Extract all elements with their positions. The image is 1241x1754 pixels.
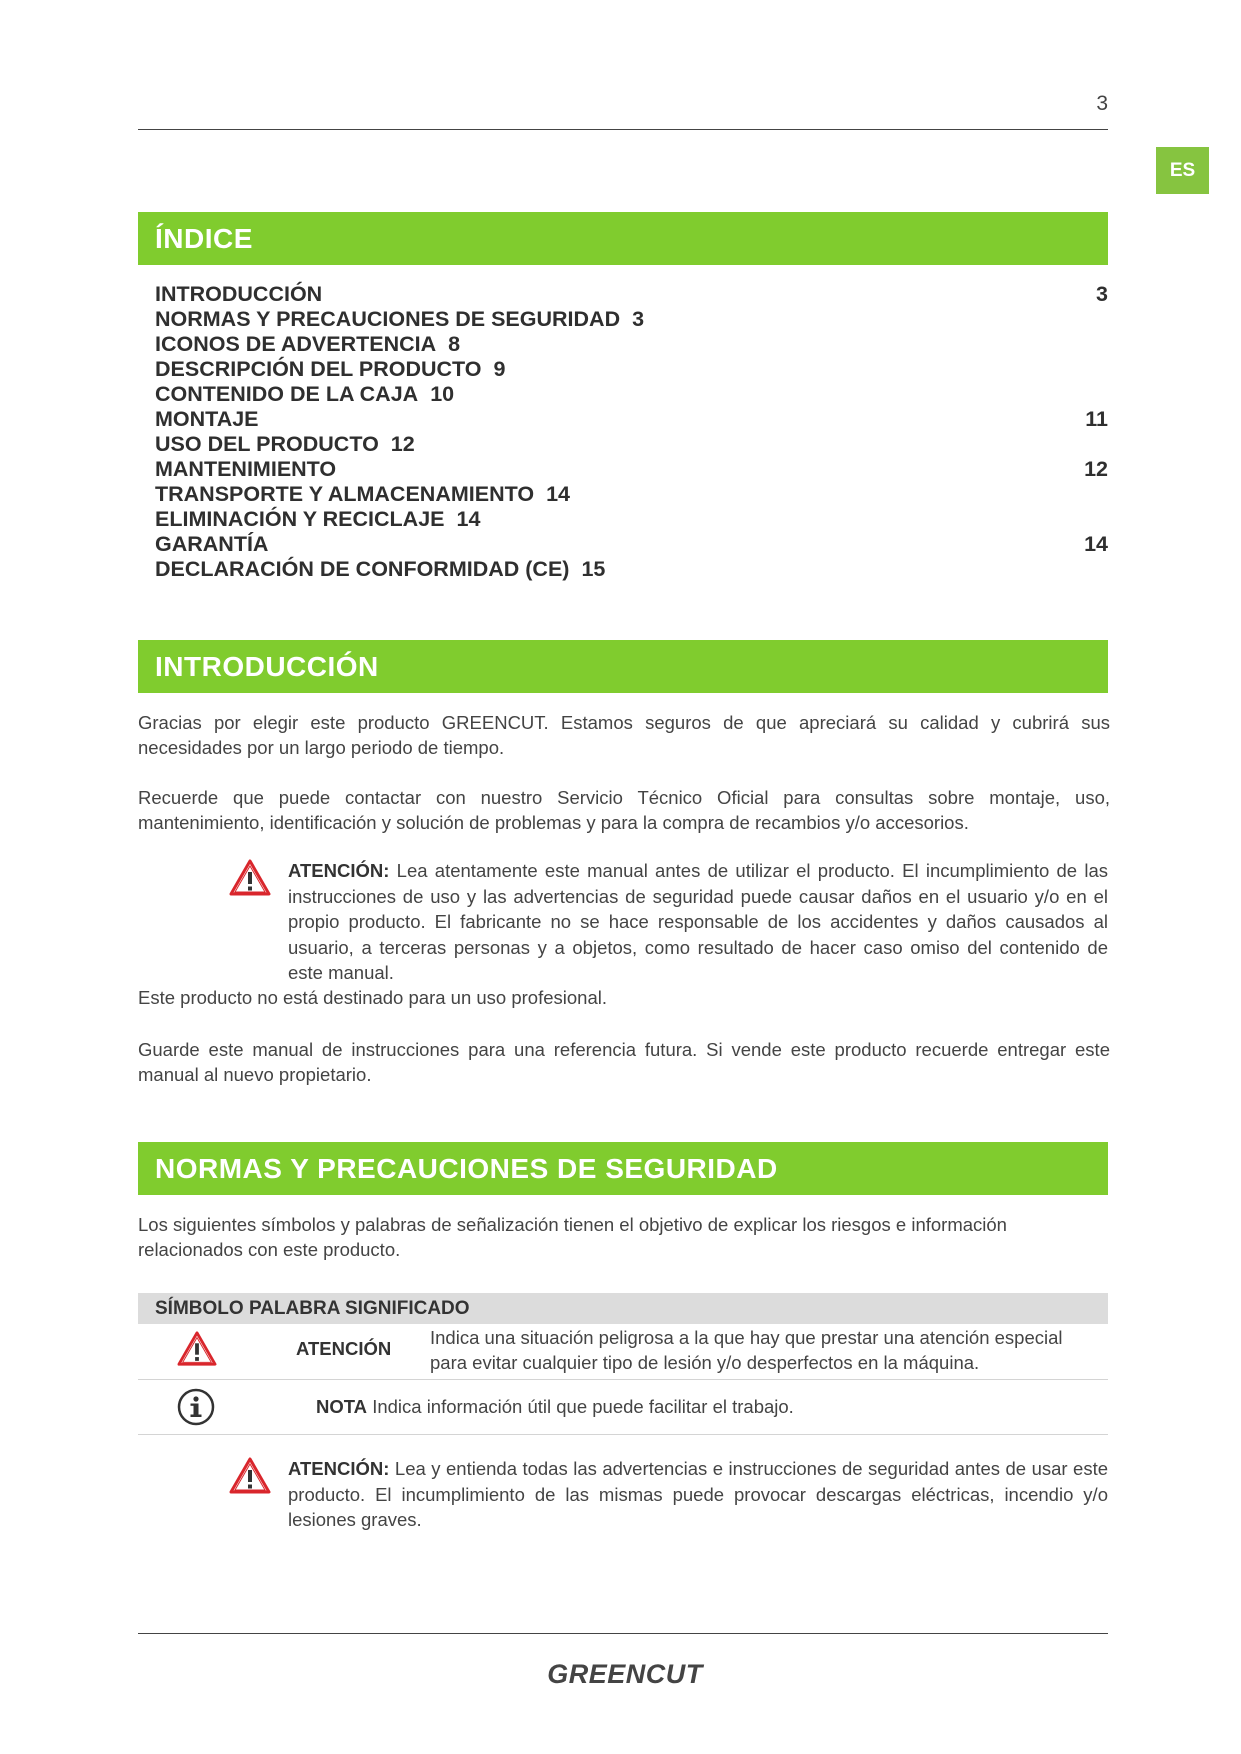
toc-entry xyxy=(155,432,1108,457)
symbol-word: ATENCIÓN xyxy=(296,1338,392,1359)
warning-icon xyxy=(176,1330,218,1368)
toc-label: TRANSPORTE Y ALMACENAMIENTO xyxy=(155,482,535,506)
toc-entry xyxy=(155,532,1108,557)
toc-label: NORMAS Y PRECAUCIONES DE SEGURIDAD xyxy=(155,307,621,331)
symbol-table-header: SÍMBOLO PALABRA SIGNIFICADO xyxy=(138,1293,1108,1324)
warning-icon xyxy=(228,858,272,898)
toc-label: DECLARACIÓN DE CONFORMIDAD (CE) xyxy=(155,557,570,581)
introduccion-heading: INTRODUCCIÓN xyxy=(138,640,1108,693)
seguridad-heading: NORMAS Y PRECAUCIONES DE SEGURIDAD xyxy=(138,1142,1108,1195)
symbol-row-nota xyxy=(316,1396,794,1418)
toc-page: 8 xyxy=(448,332,461,356)
toc-page: 14 xyxy=(456,507,481,531)
intro-paragraph-1: Gracias por elegir este producto GREENCUT. Estamos seguros de que apreciará su calidad y cubrirá sus necesidades por un largo periodo de tiempo. xyxy=(138,712,1110,758)
toc-page: 9 xyxy=(493,357,506,381)
toc-label: ELIMINACIÓN Y RECICLAJE xyxy=(155,507,445,531)
table-divider xyxy=(138,1434,1108,1435)
warning-label: ATENCIÓN: xyxy=(288,860,390,881)
toc-label: ICONOS DE ADVERTENCIA xyxy=(155,332,437,356)
toc-label: GARANTÍA xyxy=(155,532,269,556)
toc-entry xyxy=(155,457,1108,482)
warning-icon xyxy=(228,1456,272,1496)
toc-page: 14 xyxy=(1084,532,1108,556)
toc-label: CONTENIDO DE LA CAJA xyxy=(155,382,419,406)
intro-paragraph-2: Recuerde que puede contactar con nuestro Servicio Técnico Oficial para consultas sobre montaje, uso, mantenimiento, identificación y solución de problemas y para la compra de recambios y/o accesorios. xyxy=(138,787,1110,833)
warning-body: Lea atentamente este manual antes de utilizar el producto. El incumplimiento de las instrucciones de uso y las advertencias de seguridad puede causar daños en el usuario y/o en el propio producto. El fabricante no se hace responsable de los accidentes y daños causados al usuario, a terceras personas y a objetos, como resultado de hacer caso omiso del contenido de este manual. xyxy=(288,860,1108,983)
toc-entry xyxy=(155,382,1108,407)
toc-page: 3 xyxy=(632,307,645,331)
toc-entry xyxy=(155,507,1108,532)
symbol-word: NOTA xyxy=(316,1396,368,1417)
toc-entry xyxy=(155,332,1108,357)
toc-page: 12 xyxy=(390,432,415,456)
header-rule xyxy=(138,129,1108,130)
table-of-contents xyxy=(155,282,1108,582)
greencut-logo: GREENCUT xyxy=(547,1658,703,1689)
toc-page: 3 xyxy=(1096,282,1108,306)
warning-text xyxy=(288,1456,1108,1533)
toc-label: MANTENIMIENTO xyxy=(155,457,337,481)
seguridad-intro: Los siguientes símbolos y palabras de señalización tienen el objetivo de explicar los riesgos e información relacionados con este producto. xyxy=(138,1214,1007,1260)
toc-entry xyxy=(155,307,1108,332)
intro-paragraph-4: Guarde este manual de instrucciones para una referencia futura. Si vende este producto recuerde entregar este manual al nuevo propietario. xyxy=(138,1039,1110,1085)
index-heading: ÍNDICE xyxy=(138,212,1108,265)
toc-page: 10 xyxy=(430,382,455,406)
toc-label: USO DEL PRODUCTO xyxy=(155,432,379,456)
toc-page: 11 xyxy=(1085,407,1108,431)
toc-page: 14 xyxy=(546,482,570,506)
toc-label: MONTAJE xyxy=(155,407,259,431)
intro-paragraph-3: Este producto no está destinado para un uso profesional. xyxy=(138,987,607,1008)
table-divider xyxy=(138,1379,1108,1380)
toc-entry xyxy=(155,407,1108,432)
seguridad-warning xyxy=(228,1456,1108,1536)
warning-body: Lea y entienda todas las advertencias e instrucciones de seguridad antes de usar este producto. El incumplimiento de las mismas puede provocar descargas eléctricas, incendio y/o lesiones graves. xyxy=(288,1458,1109,1530)
info-icon xyxy=(176,1387,216,1427)
toc-label: DESCRIPCIÓN DEL PRODUCTO xyxy=(155,357,482,381)
footer-rule xyxy=(138,1633,1108,1634)
warning-label: ATENCIÓN: xyxy=(288,1458,390,1479)
symbol-meaning: Indica una situación peligrosa a la que hay que prestar una atención especial para evitar cualquier tipo de lesión y/o desperfectos en la máquina. xyxy=(430,1327,1063,1373)
toc-entry xyxy=(155,357,1108,382)
toc-entry xyxy=(155,282,1108,307)
toc-page: 15 xyxy=(581,557,606,581)
toc-entry xyxy=(155,557,1108,582)
symbol-meaning: Indica información útil que puede facilitar el trabajo. xyxy=(372,1396,794,1417)
language-tab: ES xyxy=(1156,147,1209,194)
toc-entry xyxy=(155,482,1108,507)
warning-text xyxy=(288,858,1108,986)
toc-label: INTRODUCCIÓN xyxy=(155,282,323,306)
page-number: 3 xyxy=(1096,92,1108,115)
intro-warning xyxy=(228,858,1108,983)
toc-page: 12 xyxy=(1084,457,1108,481)
